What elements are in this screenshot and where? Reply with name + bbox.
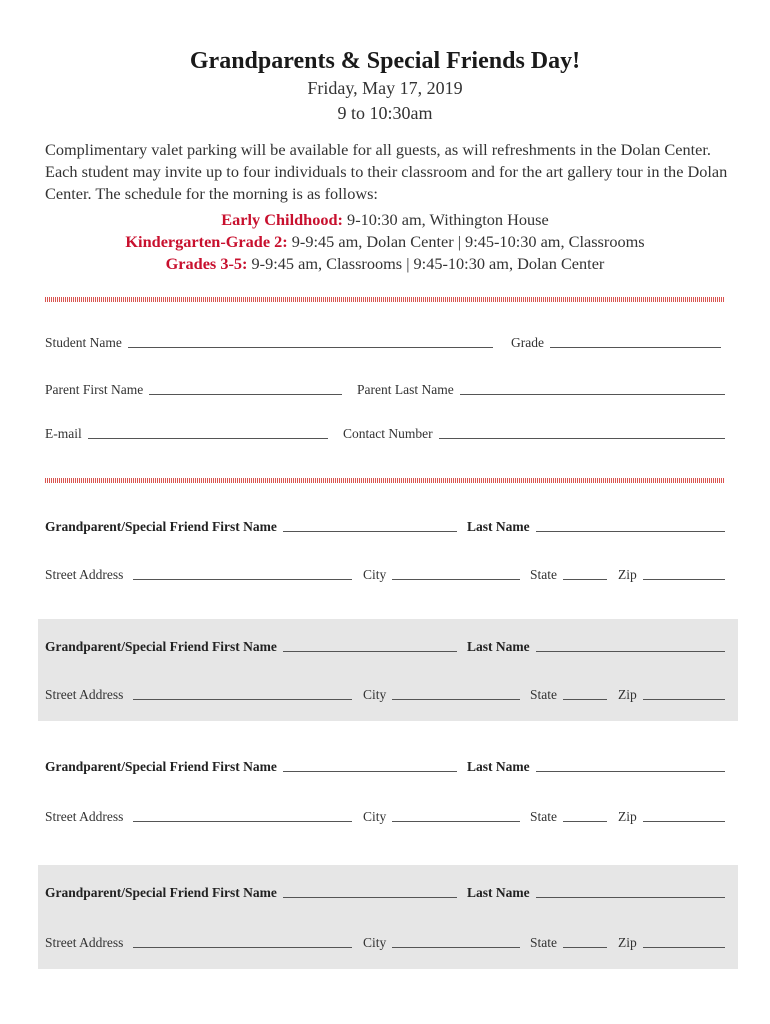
guest-1-first-name-field[interactable]: Grandparent/Special Friend First Name: [45, 520, 457, 534]
guest-3-last-name-field[interactable]: Last Name: [467, 760, 725, 774]
guest-4-background: [38, 865, 738, 969]
contact-number-field[interactable]: Contact Number: [343, 427, 725, 441]
schedule-grades-3-5: [0, 254, 770, 274]
schedule-label: Early Childhood:: [221, 210, 343, 229]
guest-1-city-field[interactable]: City: [363, 568, 520, 582]
guest-3-first-name-field[interactable]: Grandparent/Special Friend First Name: [45, 760, 457, 774]
guest-2-street-field[interactable]: Street Address: [45, 688, 352, 702]
guest-1-zip-field[interactable]: Zip: [618, 568, 725, 582]
guest-2-zip-field[interactable]: Zip: [618, 688, 725, 702]
schedule-label: Grades 3-5:: [165, 254, 248, 273]
event-time: 9 to 10:30am: [337, 103, 433, 123]
guest-3-city-field[interactable]: City: [363, 810, 520, 824]
guest-3-state-field[interactable]: State: [530, 810, 607, 824]
guest-4-city-field[interactable]: City: [363, 936, 520, 950]
student-name-field[interactable]: Student Name: [45, 336, 493, 350]
guest-2-state-field[interactable]: State: [530, 688, 607, 702]
guest-3-zip-field[interactable]: Zip: [618, 810, 725, 824]
schedule-label: Kindergarten-Grade 2:: [125, 232, 288, 251]
parent-last-name-field[interactable]: Parent Last Name: [357, 383, 725, 397]
guest-2-background: [38, 619, 738, 721]
guest-4-zip-field[interactable]: Zip: [618, 936, 725, 950]
guest-3-street-field[interactable]: Street Address: [45, 810, 352, 824]
guest-4-last-name-field[interactable]: Last Name: [467, 886, 725, 900]
guest-4-first-name-field[interactable]: Grandparent/Special Friend First Name: [45, 886, 457, 900]
guest-2-last-name-field[interactable]: Last Name: [467, 640, 725, 654]
grade-field[interactable]: Grade: [511, 336, 721, 350]
parent-first-name-field[interactable]: Parent First Name: [45, 383, 342, 397]
email-field[interactable]: E-mail: [45, 427, 328, 441]
guest-1-state-field[interactable]: State: [530, 568, 607, 582]
schedule-text: 9-9:45 am, Classrooms | 9:45-10:30 am, Dolan Center: [247, 254, 605, 273]
schedule-text: 9-9:45 am, Dolan Center | 9:45-10:30 am, Classrooms: [287, 232, 645, 251]
event-date: Friday, May 17, 2019: [307, 78, 463, 98]
guest-1-street-field[interactable]: Street Address: [45, 568, 352, 582]
schedule-early-childhood: [0, 210, 770, 230]
guest-2-city-field[interactable]: City: [363, 688, 520, 702]
guest-4-street-field[interactable]: Street Address: [45, 936, 352, 950]
guest-1-last-name-field[interactable]: Last Name: [467, 520, 725, 534]
guest-4-state-field[interactable]: State: [530, 936, 607, 950]
guest-2-first-name-field[interactable]: Grandparent/Special Friend First Name: [45, 640, 457, 654]
section-divider: [45, 297, 725, 302]
section-divider: [45, 478, 725, 483]
page-title: Grandparents & Special Friends Day!: [189, 48, 581, 74]
schedule-text: 9-10:30 am, Withington House: [342, 210, 549, 229]
schedule-kindergarten: [0, 232, 770, 252]
intro-paragraph: Complimentary valet parking will be available for all guests, as will refreshments in the Dolan Center. Each student may invite up to four individuals to their classroom and for the art gallery tour in the Dolan Center. The schedule for the morning is as follows:: [45, 140, 728, 203]
